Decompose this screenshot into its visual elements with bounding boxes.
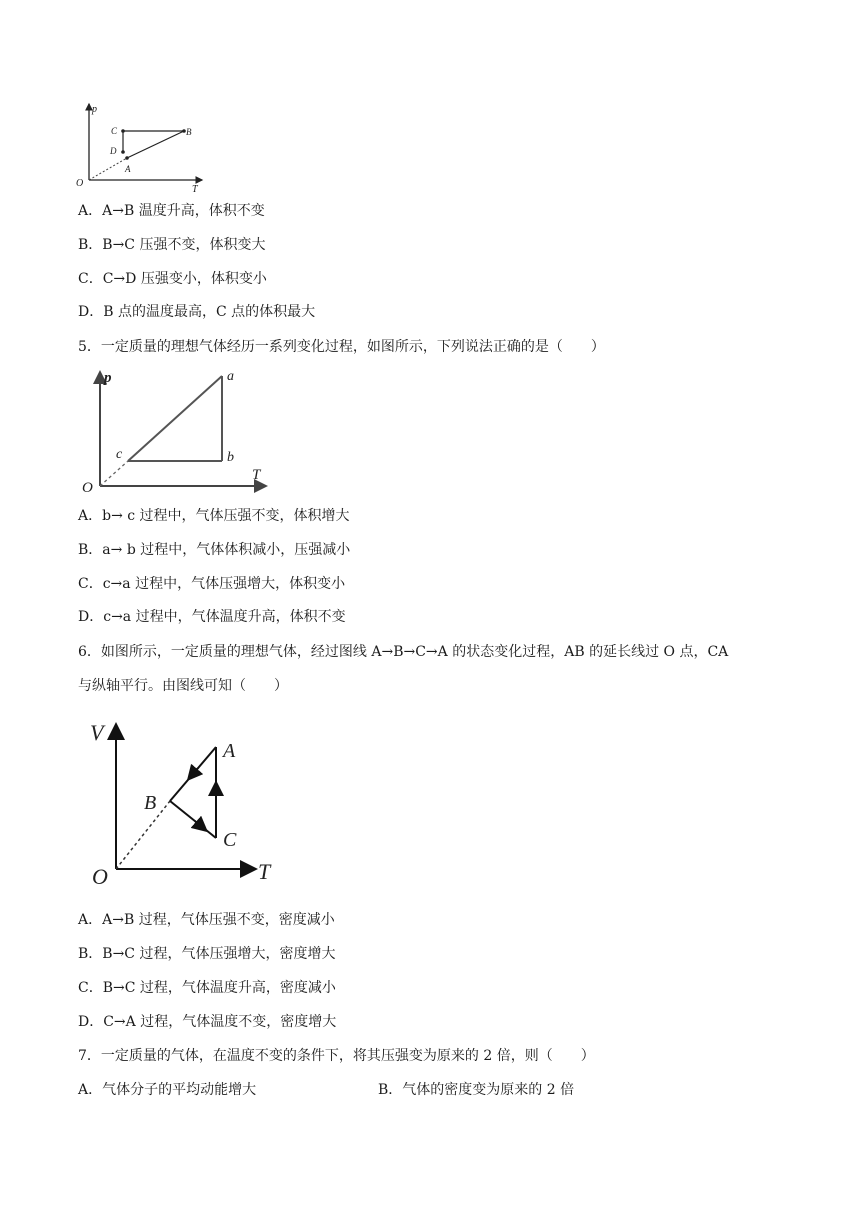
q4-dashed-extension bbox=[89, 158, 127, 180]
q5-label-p: p bbox=[104, 370, 112, 386]
q4-option-b: B．B→C 压强不变，体积变大 bbox=[78, 237, 266, 253]
q4-point-d bbox=[121, 150, 125, 154]
q6-label-t: T bbox=[258, 859, 271, 884]
q4-label-t: T bbox=[192, 184, 198, 195]
q5-line-ca bbox=[128, 376, 222, 461]
q6-dashed-extension bbox=[116, 801, 170, 869]
q5-label-b: b bbox=[227, 450, 234, 465]
q6-line-bc bbox=[170, 801, 216, 838]
q6-option-a: A．A→B 过程，气体压强不变，密度减小 bbox=[78, 912, 335, 928]
q6-label-c: C bbox=[223, 829, 237, 851]
q6-option-b: B．B→C 过程，气体压强增大，密度增大 bbox=[78, 946, 336, 962]
q6-arrow-bc bbox=[195, 821, 202, 827]
q6-label-o: O bbox=[92, 864, 108, 889]
q5-label-c: c bbox=[116, 447, 123, 462]
q6-stem-line1: 6．如图所示，一定质量的理想气体，经过图线 A→B→C→A 的状态变化过程，AB 的延长线过 O 点，CA bbox=[78, 644, 729, 660]
q4-label-o: O bbox=[76, 178, 84, 189]
q5-label-o: O bbox=[82, 480, 93, 496]
q5-option-a: A．b→ c 过程中，气体压强不变，体积增大 bbox=[78, 508, 350, 524]
q4-label-d: D bbox=[110, 146, 117, 156]
q5-option-d: D．c→a 过程中，气体温度升高，体积不变 bbox=[78, 609, 346, 625]
q6-label-a: A bbox=[223, 740, 236, 762]
q4-option-d: D．B 点的温度最高，C 点的体积最大 bbox=[78, 304, 316, 320]
q7-stem: 7．一定质量的气体，在温度不变的条件下，将其压强变为原来的 2 倍，则（ ） bbox=[78, 1048, 595, 1064]
q4-pt-diagram bbox=[72, 98, 212, 198]
q4-option-c: C．C→D 压强变小，体积变小 bbox=[78, 271, 267, 287]
q7-option-b: B．气体的密度变为原来的 2 倍 bbox=[378, 1082, 575, 1098]
q4-point-c bbox=[121, 129, 125, 133]
q5-option-c: C．c→a 过程中，气体压强增大，体积变小 bbox=[78, 576, 346, 592]
q6-stem-line2: 与纵轴平行。由图线可知（ ） bbox=[78, 678, 288, 694]
q4-line-ab bbox=[127, 131, 184, 158]
q5-pt-diagram bbox=[76, 364, 276, 498]
q6-label-v: V bbox=[90, 720, 104, 745]
q4-option-a: A．A→B 温度升高，体积不变 bbox=[78, 203, 265, 219]
q6-arrow-ab bbox=[192, 768, 198, 775]
q7-option-a: A．气体分子的平均动能增大 bbox=[78, 1082, 257, 1098]
q5-stem: 5．一定质量的理想气体经历一系列变化过程，如图所示，下列说法正确的是（ ） bbox=[78, 339, 605, 355]
q4-label-p: p bbox=[92, 104, 97, 115]
q6-label-b: B bbox=[144, 792, 157, 814]
q5-label-t: T bbox=[252, 467, 261, 483]
q6-option-d: D．C→A 过程，气体温度不变，密度增大 bbox=[78, 1014, 337, 1030]
q6-option-c: C．B→C 过程，气体温度升高，密度减小 bbox=[78, 980, 336, 996]
q4-label-a: A bbox=[125, 164, 131, 174]
q5-option-b: B．a→ b 过程中，气体体积减小，压强减小 bbox=[78, 542, 351, 558]
q4-label-b: B bbox=[186, 127, 192, 137]
q4-label-c: C bbox=[111, 126, 118, 136]
q4-point-a bbox=[125, 156, 129, 160]
q5-dashed-extension bbox=[100, 461, 128, 486]
q6-vt-diagram bbox=[86, 714, 286, 894]
q5-label-a: a bbox=[227, 369, 234, 384]
